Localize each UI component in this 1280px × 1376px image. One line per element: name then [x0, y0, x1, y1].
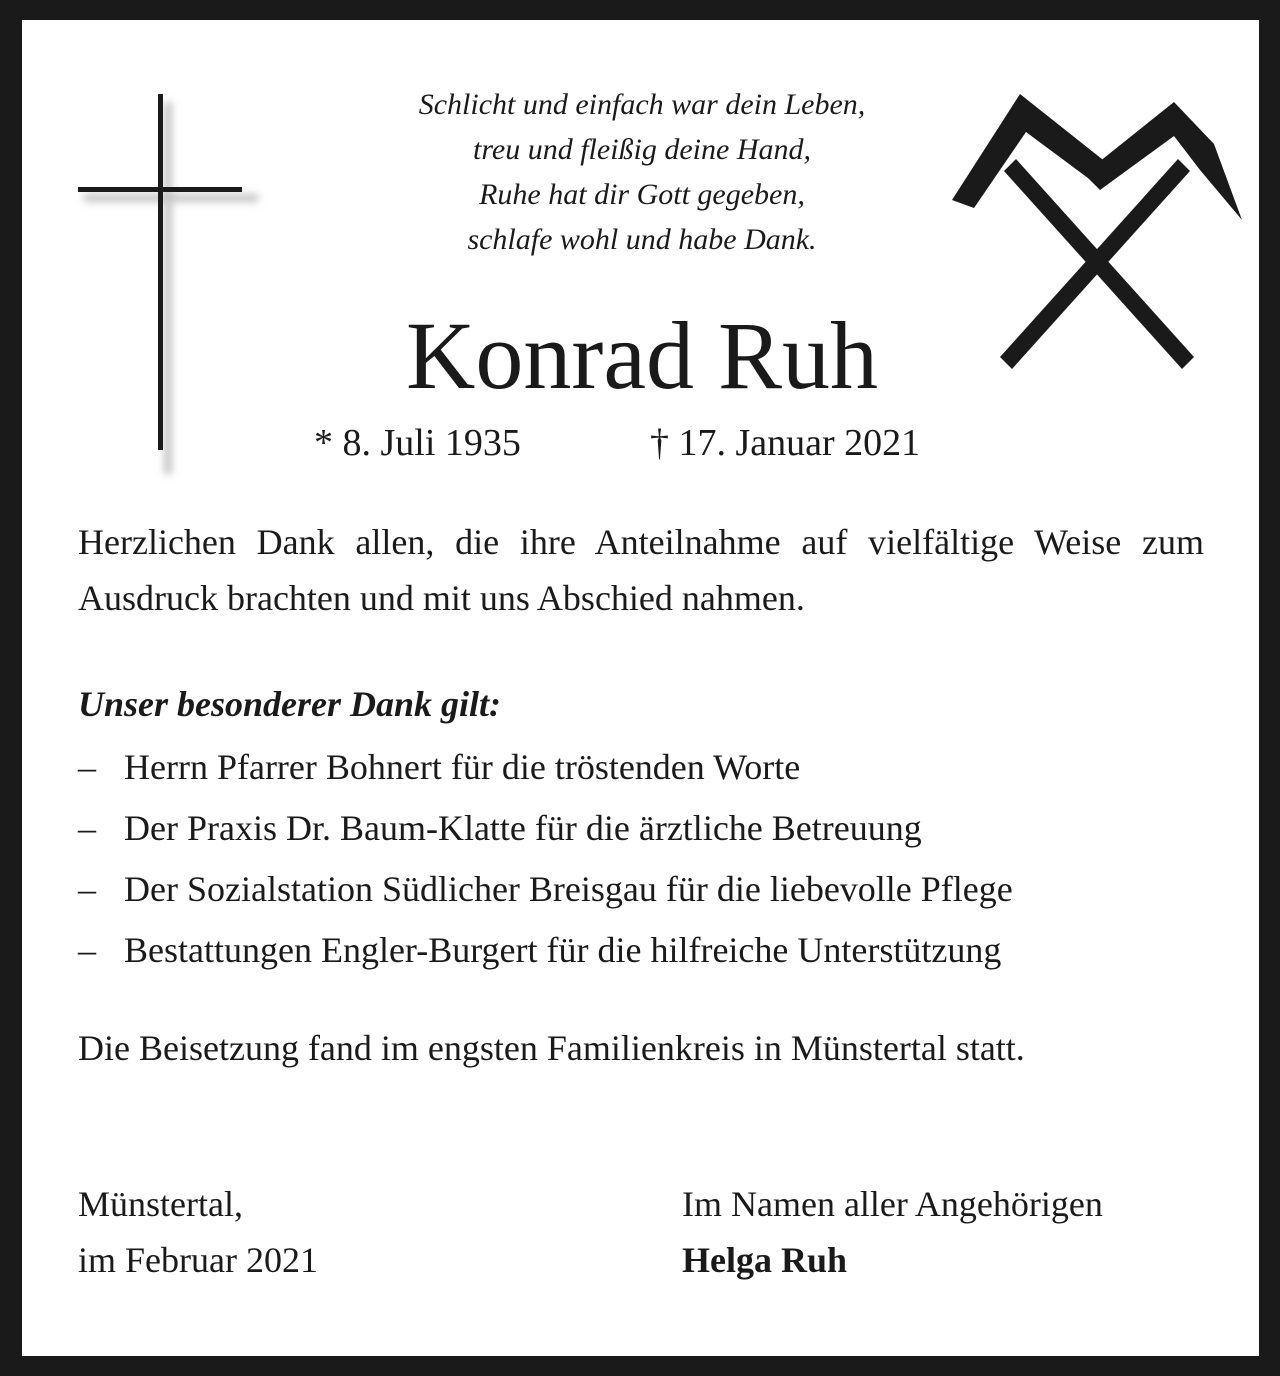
list-item-text: Der Praxis Dr. Baum-Klatte für die ärztliche Betreuung [124, 808, 922, 848]
thanks-heading: Unser besonderer Dank gilt: [78, 684, 502, 724]
signature [682, 1176, 1103, 1288]
verse-line: treu und fleißig deine Hand, [473, 133, 811, 166]
burial-note: Die Beisetzung fand im engsten Familienkreis in Münstertal statt. [78, 1028, 1025, 1068]
list-item-text: Bestattungen Engler-Burgert für die hilfreiche Unterstützung [124, 930, 1002, 970]
place-date: im Februar 2021 [78, 1240, 318, 1280]
list-item [78, 920, 1218, 981]
deceased-name: Konrad Ruh [406, 302, 878, 409]
birth-date: * 8. Juli 1935 [314, 422, 521, 464]
list-item [78, 859, 1218, 920]
verse-line: schlafe wohl und habe Dank. [467, 223, 817, 256]
place-city: Münstertal, [78, 1184, 243, 1224]
verse [322, 82, 962, 262]
list-dash: – [78, 808, 96, 848]
place-and-date [78, 1176, 318, 1288]
verse-line: Schlicht und einfach war dein Leben, [418, 88, 866, 121]
signer-name: Helga Ruh [682, 1240, 848, 1280]
list-dash: – [78, 747, 96, 787]
obituary-notice [22, 20, 1259, 1356]
list-item-text: Herrn Pfarrer Bohnert für die tröstenden Worte [124, 747, 801, 787]
verse-line: Ruhe hat dir Gott gegeben, [479, 178, 805, 211]
list-item [78, 737, 1218, 798]
list-item [78, 798, 1218, 859]
thanks-list [78, 737, 1218, 981]
signature-line: Im Namen aller Angehörigen [682, 1184, 1103, 1224]
death-date: † 17. Januar 2021 [650, 422, 921, 464]
thanks-intro: Herzlichen Dank allen, die ihre Anteilnahme auf vielfältige Weise zum Ausdruck brachten und mit uns Abschied nahmen. [78, 522, 1204, 618]
list-item-text: Der Sozialstation Südlicher Breisgau für die liebevolle Pflege [124, 869, 1013, 909]
list-dash: – [78, 869, 96, 909]
cross-icon [78, 94, 268, 484]
list-dash: – [78, 930, 96, 970]
